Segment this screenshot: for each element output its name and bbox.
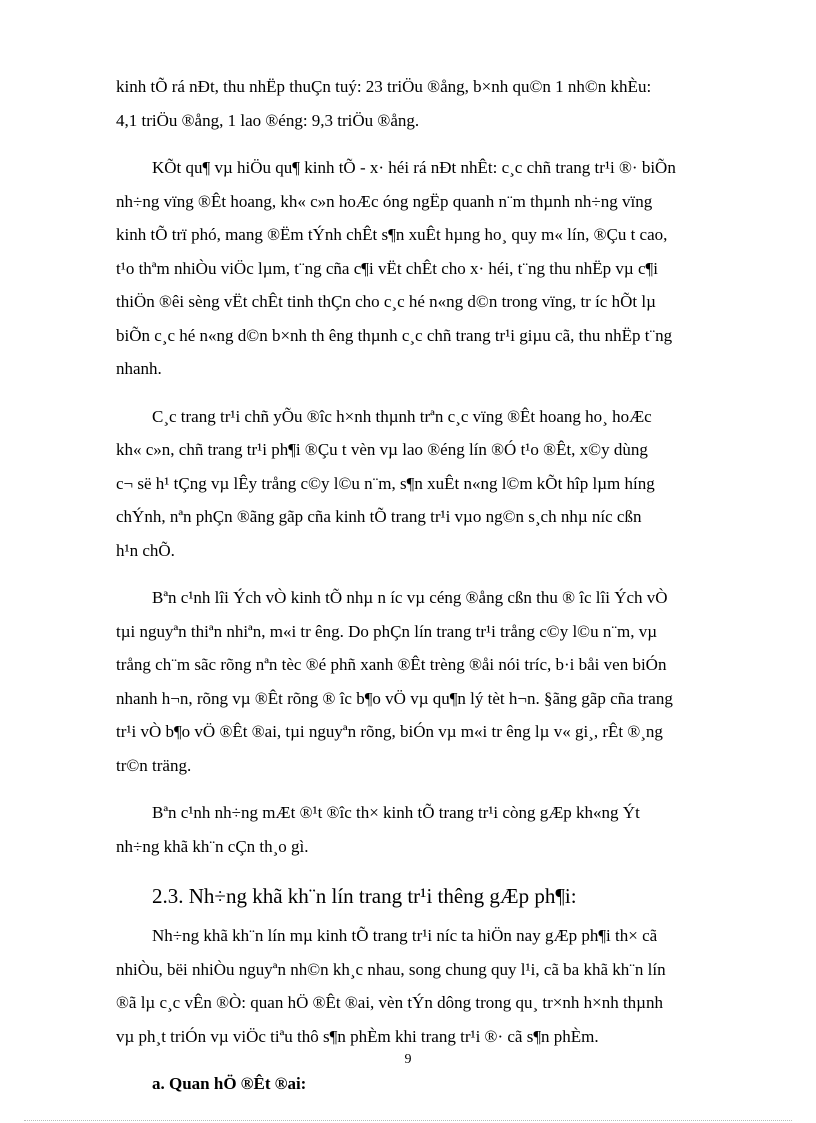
text-line: 4,1 triÖu ®ång, 1 lao ®éng: 9,3 triÖu ®ång. [116, 110, 420, 130]
text-line: nh÷ng vïng ®Êt hoang, kh« c»n hoÆc óng ngËp quanh n¨m thµnh nh÷ng vïng [116, 191, 653, 211]
paragraph-6 [116, 919, 740, 1053]
text-line: t¹o thªm nhiÒu viÖc lµm, t¨ng cña c¶i vËt chÊt cho x· héi, t¨ng thu nhËp vµ c¶i [116, 258, 658, 278]
text-line: nhanh. [116, 359, 162, 378]
text-line: vµ ph¸t triÓn vµ viÖc tiªu thô s¶n phÈm khi trang tr¹i ®· cã s¶n phÈm. [116, 1026, 599, 1046]
text-line: nhiÒu, bëi nhiÒu nguyªn nh©n kh¸c nhau, song chung quy l¹i, cã ba khã kh¨n lín [116, 959, 666, 979]
text-line: Bªn c¹nh lîi Ých vÒ kinh tÕ nhµ n íc vµ céng ®ång cßn thu ® îc lîi Ých vÒ [152, 588, 668, 607]
text-line: trång ch¨m sãc rõng nªn tèc ®é phñ xanh ®Êt trèng ®åi nói tríc, b·i båi ven biÓn [116, 655, 667, 674]
text-line: tµi nguyªn thiªn nhiªn, m«i tr êng. Do phÇn lín trang tr¹i trång c©y l©u n¨m, vµ [116, 621, 658, 641]
text-line: nhanh h¬n, rõng vµ ®Êt rõng ® îc b¶o vÖ vµ qu¶n lý tèt h¬n. §ãng gãp cña trang [116, 688, 673, 708]
text-line: h¹n chÕ. [116, 540, 175, 560]
body-text [116, 70, 740, 1101]
text-line: Nh÷ng khã kh¨n lín mµ kinh tÕ trang tr¹i níc ta hiÖn nay gÆp ph¶i th× cã [152, 926, 658, 945]
subsection-heading: a. Quan hÖ ®Êt ®ai: [152, 1074, 307, 1093]
paragraph-2 [116, 151, 740, 386]
text-line: KÕt qu¶ vµ hiÖu qu¶ kinh tÕ - x· héi rá nÐt nhÊt: c¸c chñ trang tr¹i ®· biÕn [152, 158, 676, 177]
text-line: ®ã lµ c¸c vÊn ®Ò: quan hÖ ®Êt ®ai, vèn tÝn dông trong qu¸ tr×nh h×nh thµnh [116, 993, 663, 1012]
paragraph-1 [116, 70, 740, 137]
section-heading: 2.3. Nh÷ng khã kh¨n lín trang tr¹i thêng gÆp ph¶i: [152, 884, 577, 908]
paragraph-3 [116, 400, 740, 568]
text-line: biÕn c¸c hé n«ng d©n b×nh th êng thµnh c¸c chñ trang tr¹i giµu cã, thu nhËp t¨ng [116, 325, 673, 345]
page-bottom-rule [24, 1120, 792, 1121]
text-line: thiÖn ®êi sèng vËt chÊt tinh thÇn cho c¸c hé n«ng d©n trong vïng, tr íc hÕt lµ [116, 292, 656, 311]
text-line: C¸c trang tr¹i chñ yÕu ®îc h×nh thµnh trªn c¸c vïng ®Êt hoang ho¸ hoÆc [152, 406, 652, 426]
text-line: tr¹i vÒ b¶o vÖ ®Êt ®ai, tµi nguyªn rõng, biÓn vµ m«i tr êng lµ v« gi¸, rÊt ®¸ng [116, 722, 663, 741]
page-number: 9 [404, 1052, 412, 1067]
text-line: Bªn c¹nh nh÷ng mÆt ®¹t ®îc th× kinh tÕ trang tr¹i còng gÆp kh«ng Ýt [152, 803, 640, 822]
text-line: c¬ së h¹ tÇng vµ lÊy trång c©y l©u n¨m, s¶n xuÊt n«ng l©m kÕt hîp lµm híng [116, 473, 655, 493]
text-line: kinh tÕ trï phó, mang ®Ëm tÝnh chÊt s¶n xuÊt hµng ho¸ quy m« lín, ®Çu t cao, [116, 225, 668, 244]
paragraph-5 [116, 796, 740, 863]
text-line: kinh tÕ rá nÐt, thu nhËp thuÇn tuý: 23 triÖu ®ång, b×nh qu©n 1 nh©n khÈu: [116, 77, 652, 96]
text-line: chÝnh, nªn phÇn ®ãng gãp cña kinh tÕ trang tr¹i vµo ng©n s¸ch nhµ níc cßn [116, 507, 642, 526]
text-line: nh÷ng khã kh¨n cÇn th¸o gì. [116, 836, 309, 856]
text-line: kh« c»n, chñ trang tr¹i ph¶i ®Çu t vèn vµ lao ®éng lín ®Ó t¹o ®Êt, x©y dùng [116, 440, 648, 459]
paragraph-4 [116, 581, 740, 782]
text-line: tr©n träng. [116, 755, 192, 775]
